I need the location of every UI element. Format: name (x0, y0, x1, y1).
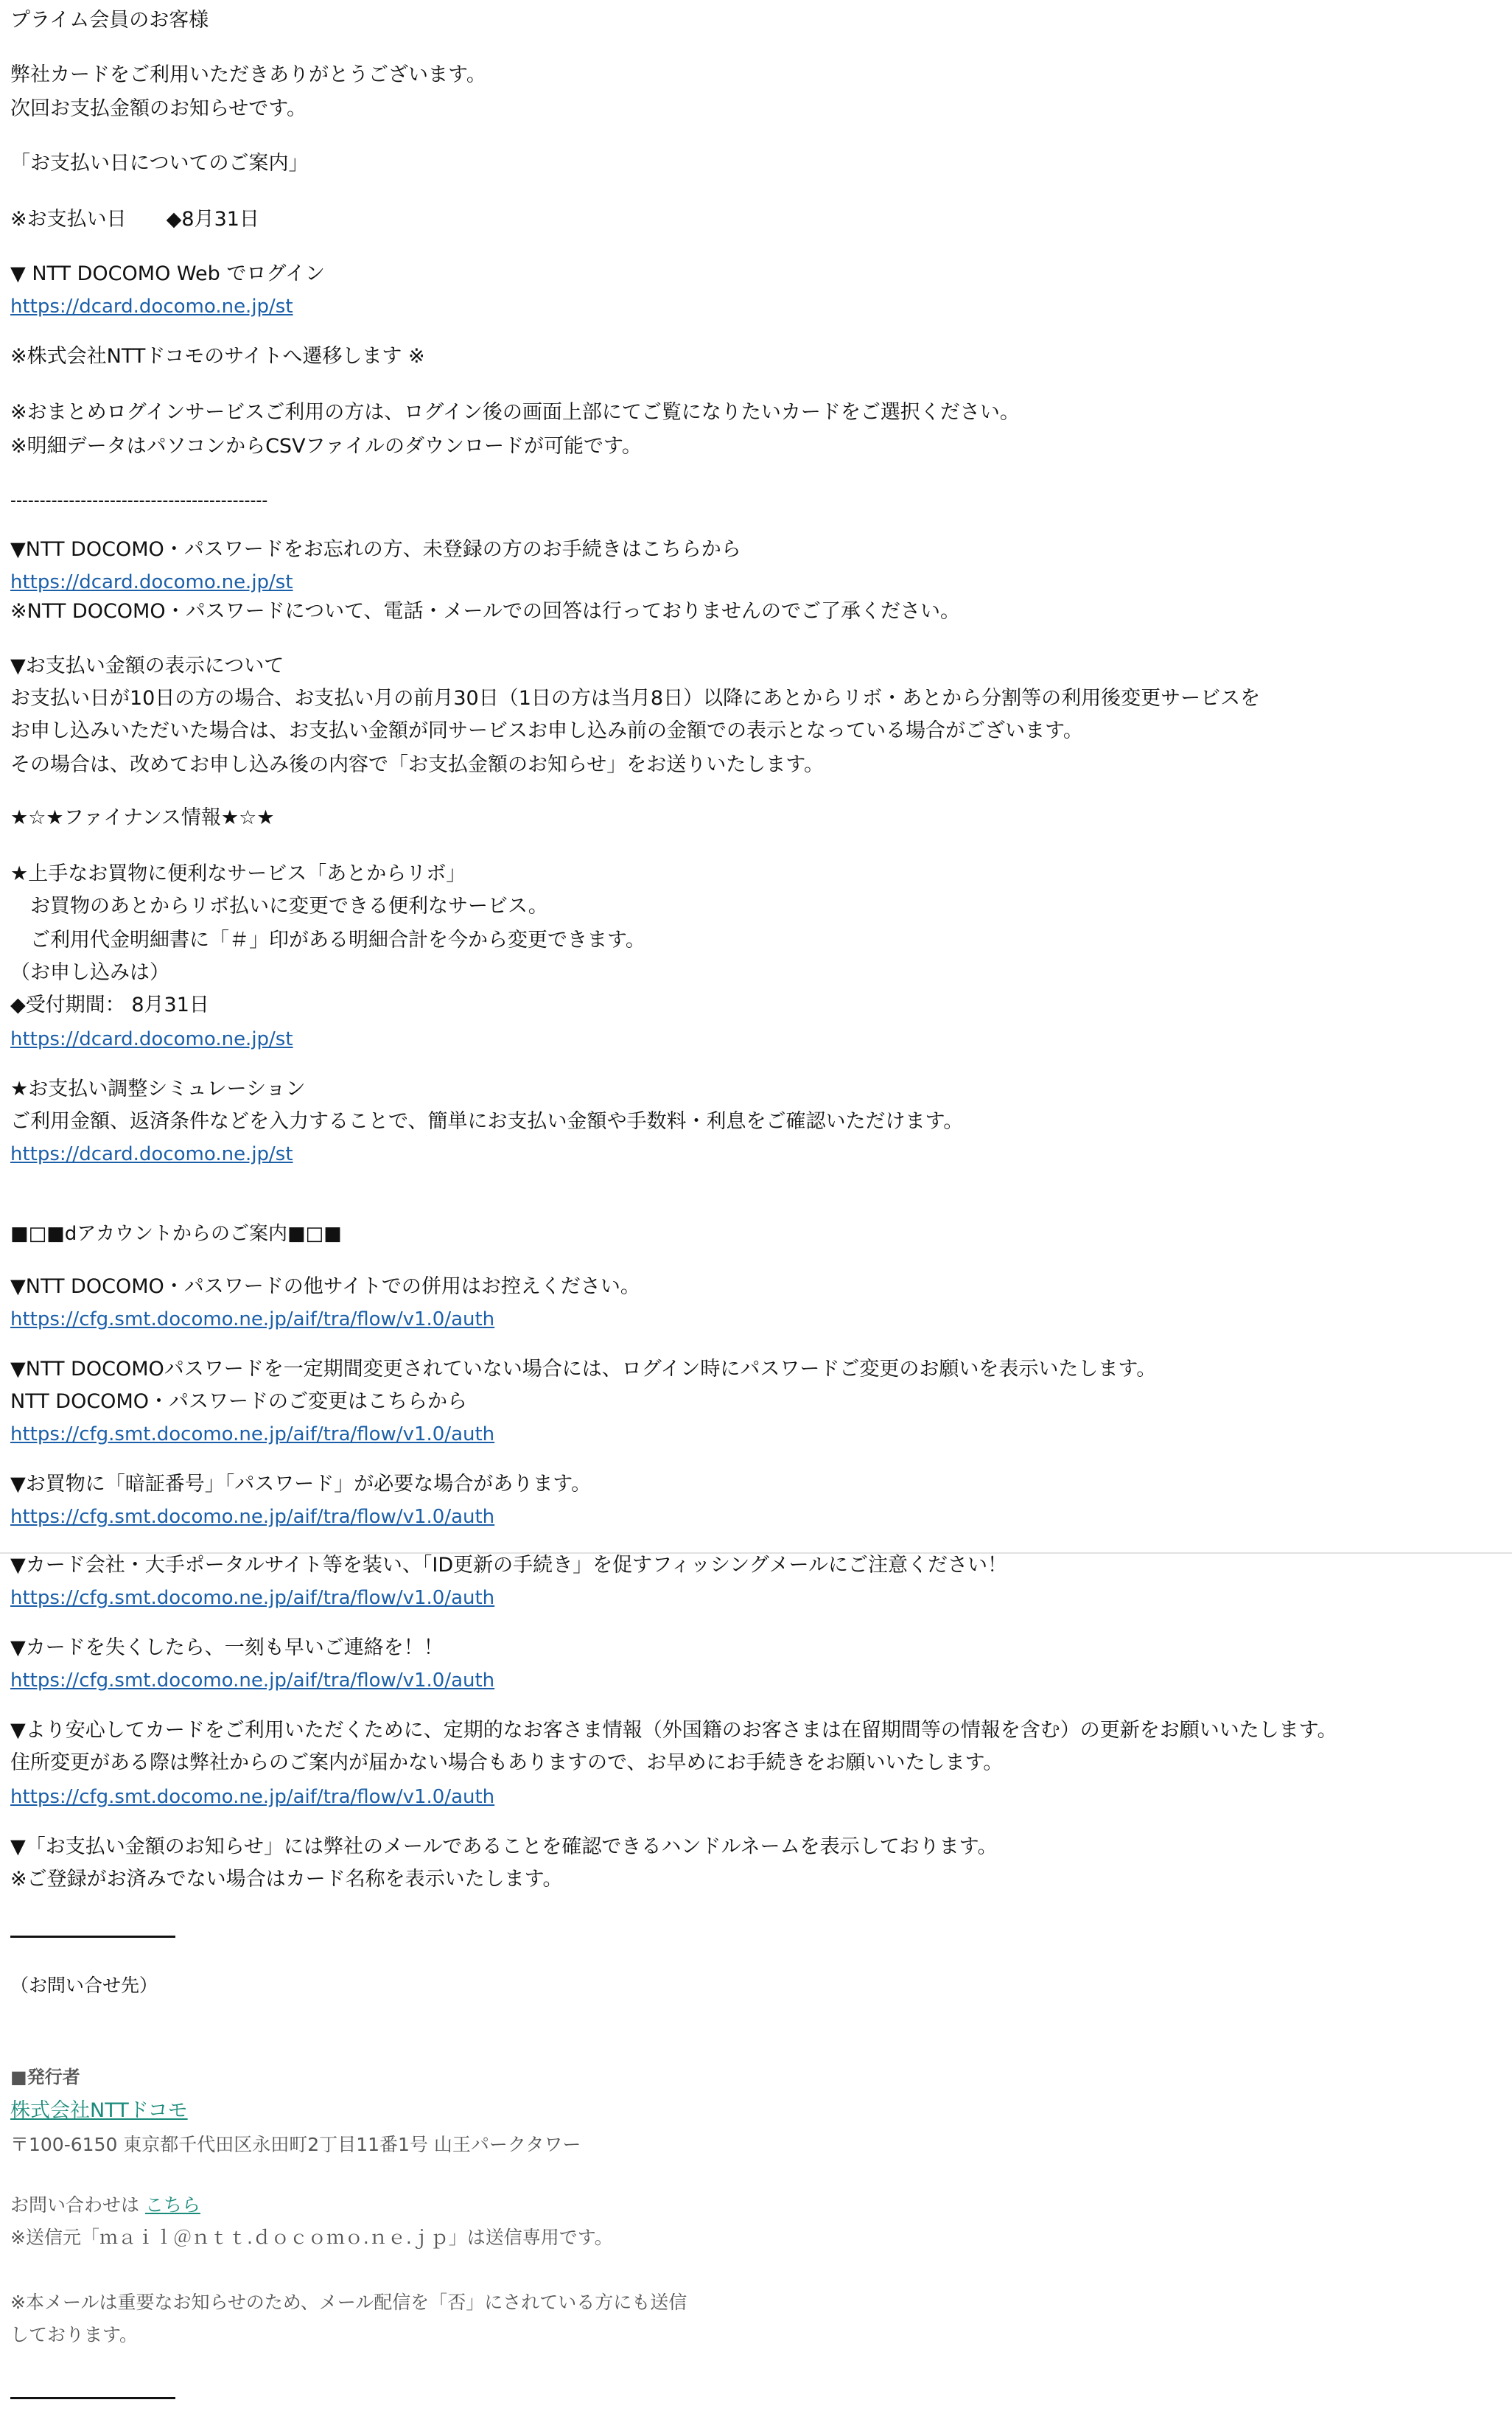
finance-heading: ★☆★ファイナンス情報★☆★ (10, 806, 275, 829)
amount-body-2: お申し込みいただいた場合は、お支払い金額が同サービスお申し込み前の金額での表示となっている場合がございます。 (10, 719, 1083, 742)
daccount-heading: ■□■dアカウントからのご案内■□■ (10, 1223, 342, 1245)
intro-line-2: 次回お支払金額のお知らせです。 (10, 97, 307, 120)
amount-body-1: お支払い日が10日の方の場合、お支払い月の前月30日（1日の方は当月8日）以降にあとからリボ・あとから分割等の利用後変更サービスを (10, 687, 1261, 710)
revo-line-5: ◆受付期間： 8月31日 (10, 994, 209, 1016)
contact-label: （お問い合せ先） (10, 1975, 158, 1996)
revo-line-1: ★上手なお買物に便利なサービス「あとからリボ」 (10, 862, 466, 885)
password-heading: ▼NTT DOCOMO・パスワードをお忘れの方、未登録の方のお手続きはこちらから (10, 538, 741, 561)
dcard-revo-link[interactable]: https://dcard.docomo.ne.jp/st (10, 1028, 293, 1050)
cfg-link-1[interactable]: https://cfg.smt.docomo.ne.jp/aif/tra/flow/v1.0/auth (10, 1308, 495, 1330)
d-item-3: NTT DOCOMO・パスワードのご変更はこちらから (10, 1390, 467, 1413)
d-item-9: ▼「お支払い金額のお知らせ」には弊社のメールであることを確認できるハンドルネームを表示しております。 (10, 1835, 998, 1858)
footer-rule-top (10, 1936, 175, 1938)
important-note-2: しております。 (10, 2324, 139, 2345)
d-item-6: ▼カードを失くしたら、一刻も早いご連絡を！！ (10, 1636, 444, 1659)
company-address: 〒100-6150 東京都千代田区永田町2丁目11番1号 山王パークタワー (10, 2134, 581, 2155)
cfg-link-2[interactable]: https://cfg.smt.docomo.ne.jp/aif/tra/flow/v1.0/auth (10, 1423, 495, 1445)
dcard-sim-link[interactable]: https://dcard.docomo.ne.jp/st (10, 1143, 293, 1165)
cfg-link-5[interactable]: https://cfg.smt.docomo.ne.jp/aif/tra/flow/v1.0/auth (10, 1669, 495, 1692)
d-item-10: ※ご登録がお済みでない場合はカード名称を表示いたします。 (10, 1868, 563, 1891)
section-title: 「お支払い日についてのご案内」 (10, 152, 309, 175)
d-item-8: 住所変更がある際は弊社からのご案内が届かない場合もありますので、お早めにお手続きをお願いいたします。 (10, 1751, 1004, 1774)
important-note-1: ※本メールは重要なお知らせのため、メール配信を「否」にされている方にも送信 (10, 2292, 687, 2313)
payment-date-line: ※お支払い日 ◆8月31日 (10, 208, 259, 231)
revo-line-3: ご利用代金明細書に「＃」印がある明細合計を今から変更できます。 (10, 929, 645, 952)
footer-rule-bottom (10, 2397, 175, 2399)
sim-body: ご利用金額、返済条件などを入力することで、簡単にお支払い金額や手数料・利息をご確認いただけます。 (10, 1110, 964, 1133)
inquiry-line (10, 2192, 200, 2219)
amount-body-3: その場合は、改めてお申し込み後の内容で「お支払金額のお知らせ」をお送りいたします。 (10, 753, 825, 776)
redirect-note: ※株式会社NTTドコモのサイトへ遷移します ※ (10, 345, 425, 368)
inquiry-prefix: お問い合わせは (10, 2194, 145, 2216)
d-item-1: ▼NTT DOCOMO・パスワードの他サイトでの併用はお控えください。 (10, 1275, 640, 1298)
sender-note: ※送信元「ｍａｉｌ＠ｎｔｔ.ｄｏｃｏｍｏ.ｎｅ.ｊｐ」は送信専用です。 (10, 2227, 613, 2248)
amount-heading: ▼お支払い金額の表示について (10, 655, 284, 677)
note-csv: ※明細データはパソコンからCSVファイルのダウンロードが可能です。 (10, 435, 642, 458)
dcard-login-link[interactable]: https://dcard.docomo.ne.jp/st (10, 296, 293, 318)
cfg-link-4[interactable]: https://cfg.smt.docomo.ne.jp/aif/tra/flow/v1.0/auth (10, 1587, 495, 1609)
login-heading: ▼ NTT DOCOMO Web でログイン (10, 262, 326, 285)
dcard-password-link[interactable]: https://dcard.docomo.ne.jp/st (10, 571, 293, 593)
password-note: ※NTT DOCOMO・パスワードについて、電話・メールでの回答は行っておりませんのでご了承ください。 (10, 600, 960, 623)
company-link[interactable]: 株式会社NTTドコモ (10, 2099, 188, 2122)
cfg-link-6[interactable]: https://cfg.smt.docomo.ne.jp/aif/tra/flow/v1.0/auth (10, 1786, 495, 1808)
d-item-7: ▼より安心してカードをご利用いただくために、定期的なお客さま情報（外国籍のお客さまは在留期間等の情報を含む）の更新をお願いいたします。 (10, 1719, 1337, 1742)
revo-line-2: お買物のあとからリボ払いに変更できる便利なサービス。 (10, 895, 548, 918)
d-item-4: ▼お買物に「暗証番号」「パスワード」が必要な場合があります。 (10, 1473, 592, 1496)
sim-heading: ★お支払い調整シミュレーション (10, 1078, 306, 1100)
inquiry-link[interactable]: こちら (144, 2194, 200, 2216)
publisher-label: ■発行者 (10, 2067, 80, 2087)
d-item-2: ▼NTT DOCOMOパスワードを一定期間変更されていない場合には、ログイン時にパスワードご変更のお願いを表示いたします。 (10, 1358, 1157, 1381)
revo-line-4: （お申し込みは） (10, 961, 169, 984)
intro-line-1: 弊社カードをご利用いただきありがとうございます。 (10, 63, 486, 86)
note-matome-login: ※おまとめログインサービスご利用の方は、ログイン後の画面上部にてご覧になりたいカードをご選択ください。 (10, 401, 1020, 424)
d-item-5: ▼カード会社・大手ポータルサイト等を装い、「ID更新の手続き」を促すフィッシングメールにご注意ください！ (10, 1554, 1007, 1577)
greeting: プライム会員のお客様 (10, 9, 209, 32)
cfg-link-3[interactable]: https://cfg.smt.docomo.ne.jp/aif/tra/flow/v1.0/auth (10, 1506, 495, 1528)
divider-text: -------------------------------------------- (10, 492, 268, 510)
